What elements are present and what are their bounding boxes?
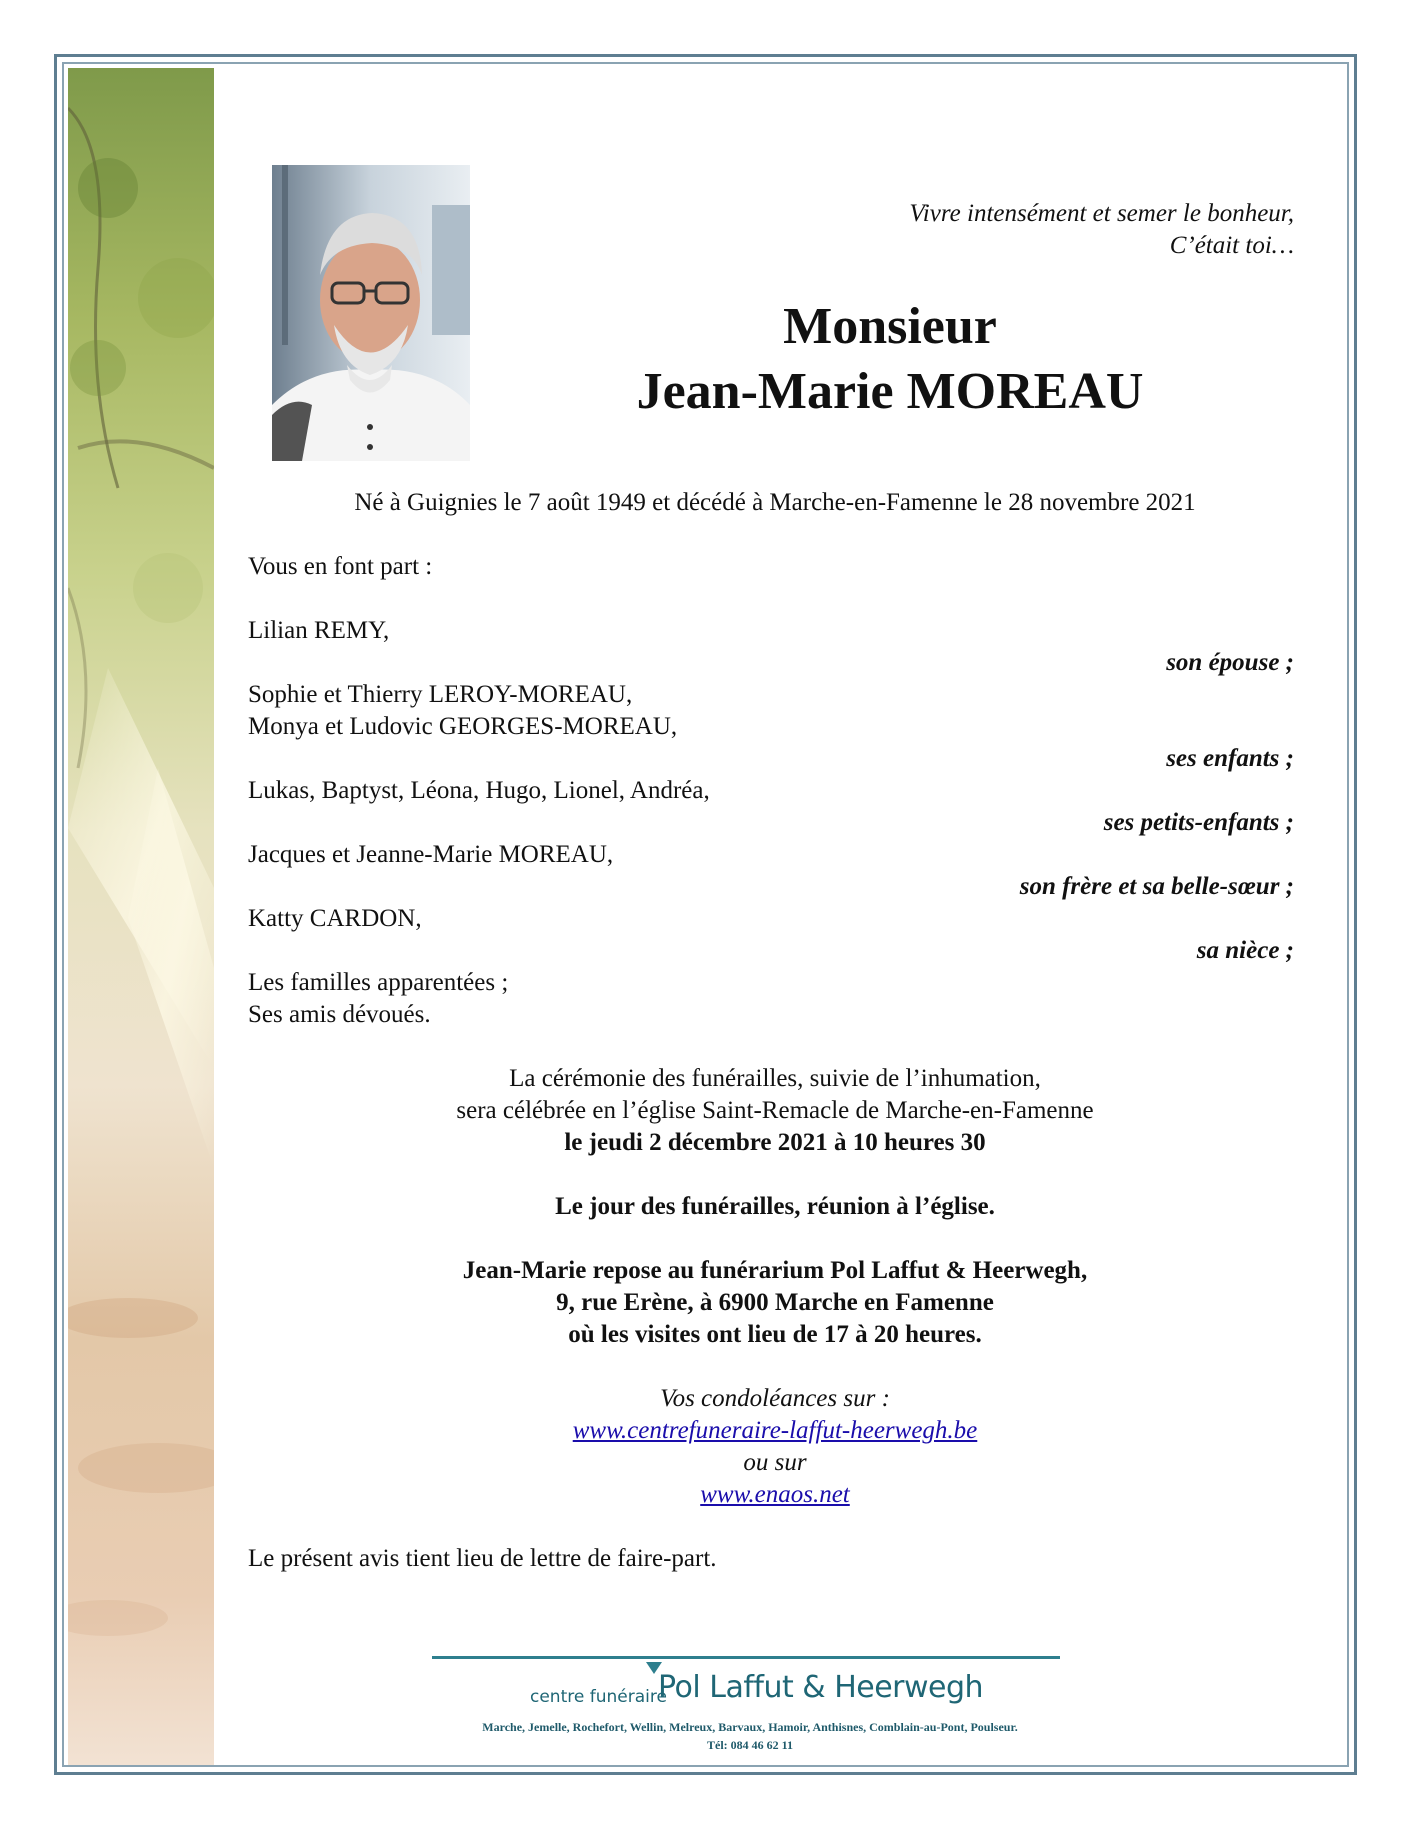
- family-name-line: Monya et Ludovic GEORGES-MOREAU,: [248, 713, 678, 740]
- memorial-quote: [694, 198, 1294, 262]
- visiting-hours: où les visites ont lieu de 17 à 20 heures.: [568, 1321, 982, 1348]
- logo-divider: [432, 1656, 1060, 1659]
- honorific-title: Monsieur: [783, 298, 997, 355]
- logo-subtitle: centre funéraire: [530, 1687, 667, 1707]
- family-relation: son frère et sa belle-sœur ;: [1019, 873, 1294, 900]
- birth-death-line: Né à Guignies le 7 août 1949 et décédé à Marche-en-Famenne le 28 novembre 2021: [354, 489, 1196, 516]
- friends-line: Ses amis dévoués.: [248, 1001, 431, 1028]
- family-relation: son épouse ;: [1166, 649, 1294, 676]
- ceremony-line-2: sera célébrée en l’église Saint-Remacle de Marche-en-Famenne: [456, 1097, 1094, 1124]
- quote-line-2: C’était toi…: [1169, 232, 1294, 259]
- logo-company-name: Pol Laffut & Heerwegh: [658, 1670, 984, 1705]
- family-name-line: Sophie et Thierry LEROY-MOREAU,: [248, 681, 633, 708]
- footer-note: Le présent avis tient lieu de lettre de faire-part.: [248, 1545, 717, 1572]
- condolences-or: ou sur: [743, 1449, 807, 1476]
- condolences-link-funeral-center[interactable]: www.centrefuneraire-laffut-heerwegh.be: [572, 1417, 978, 1444]
- family-relation: ses enfants ;: [1166, 745, 1294, 772]
- condolences-link-enaos[interactable]: www.enaos.net: [700, 1481, 850, 1508]
- family-name-line: Jacques et Jeanne-Marie MOREAU,: [248, 841, 614, 868]
- family-name-line: Lilian REMY,: [248, 617, 390, 644]
- quote-line-1: Vivre intensément et semer le bonheur,: [909, 200, 1294, 227]
- family-name-line: Katty CARDON,: [248, 905, 422, 932]
- funerarium-address: 9, rue Erène, à 6900 Marche en Famenne: [556, 1289, 994, 1316]
- ceremony-date: le jeudi 2 décembre 2021 à 10 heures 30: [564, 1129, 986, 1156]
- meeting-line: Le jour des funérailles, réunion à l’église.: [555, 1193, 995, 1220]
- condolences-label: Vos condoléances sur :: [660, 1385, 890, 1412]
- logo-phone: Tél: 084 46 62 11: [707, 1738, 793, 1752]
- family-relation: sa nièce ;: [1196, 937, 1294, 964]
- deceased-portrait-photo: [272, 165, 470, 461]
- logo-locations: Marche, Jemelle, Rochefort, Wellin, Melreux, Barvaux, Hamoir, Anthisnes, Comblain-au-Pont, Poulseur.: [482, 1720, 1018, 1734]
- funerarium-line-1: Jean-Marie repose au funérarium Pol Laffut & Heerwegh,: [462, 1257, 1088, 1284]
- other-relatives-line: Les familles apparentées ;: [248, 969, 509, 996]
- family-relation: ses petits-enfants ;: [1103, 809, 1294, 836]
- forest-path-photo: [68, 68, 214, 1765]
- family-name-line: Lukas, Baptyst, Léona, Hugo, Lionel, Andréa,: [248, 777, 710, 804]
- deceased-name: Jean-Marie MOREAU: [636, 363, 1144, 420]
- ceremony-line-1: La cérémonie des funérailles, suivie de l’inhumation,: [509, 1065, 1041, 1092]
- intro-line: Vous en font part :: [248, 553, 433, 580]
